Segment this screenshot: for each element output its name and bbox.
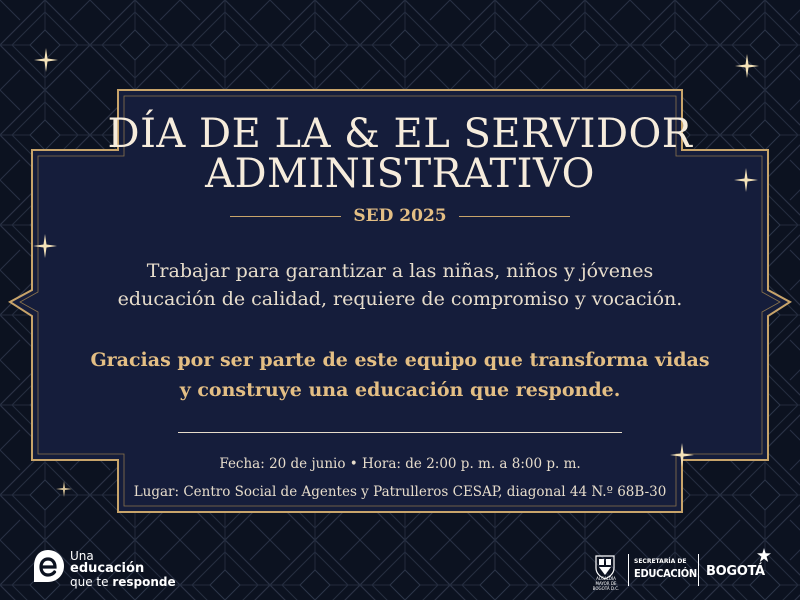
sparkle-icon — [735, 54, 759, 78]
crest-caption: ALCALDÍA MAYOR DE BOGOTÁ D.C. — [592, 576, 620, 591]
sparkle-icon — [34, 48, 58, 72]
slogan-line-3 — [70, 575, 176, 589]
slogan-line-3-a: que te — [70, 575, 113, 589]
event-location: Lugar: Centro Social de Agentes y Patrulleros CESAP, diagonal 44 N.º 68B-30 — [133, 484, 667, 500]
thanks-text-line-2: y construye una educación que responde. — [179, 379, 621, 401]
body-text-line-2: educación de calidad, requiere de compromiso y vocación. — [117, 288, 683, 310]
education-e-icon — [30, 548, 66, 584]
thanks-text-line-1: Gracias por ser parte de este equipo que transforma vidas — [90, 349, 710, 371]
slogan-line-1: Una — [70, 549, 94, 563]
body-text-line-1: Trabajar para garantizar a las niñas, niños y jóvenes — [146, 260, 654, 282]
page-title-line-1: DÍA DE LA & EL SERVIDOR — [107, 111, 693, 157]
subtitle-row — [230, 204, 570, 228]
education-logo — [30, 545, 210, 589]
logo-separator — [628, 554, 629, 586]
bogota-wordmark: BOGOTÁ — [706, 564, 765, 579]
subtitle: SED 2025 — [353, 206, 447, 226]
educacion-label: EDUCACIÓN — [634, 567, 697, 580]
divider — [178, 432, 622, 433]
sparkle-icon — [33, 234, 57, 258]
logo-separator — [698, 554, 699, 586]
institutional-logos — [590, 546, 780, 590]
event-date-time: Fecha: 20 de junio • Hora: de 2:00 p. m. a 8:00 p. m. — [219, 456, 581, 472]
subtitle-rule-right — [459, 216, 570, 217]
secretaria-label: SECRETARÍA DE — [634, 558, 687, 565]
subtitle-rule-left — [230, 216, 341, 217]
sparkle-icon — [734, 168, 758, 192]
star-icon — [757, 548, 771, 562]
slogan-line-2: educación — [70, 561, 145, 576]
slogan-line-3-b: responde — [112, 575, 176, 589]
page-title-line-2: ADMINISTRATIVO — [205, 151, 595, 197]
